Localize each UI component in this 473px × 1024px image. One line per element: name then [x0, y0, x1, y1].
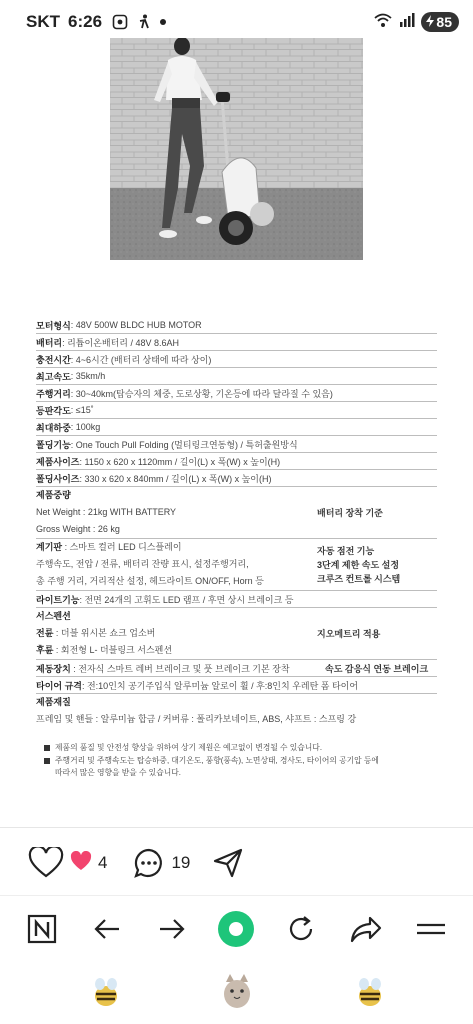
dot-icon [160, 19, 166, 25]
cat-sticker[interactable] [220, 972, 254, 1015]
battery-indicator [421, 12, 459, 32]
signal-icon [399, 13, 415, 32]
green-dot-button[interactable] [216, 909, 256, 949]
display-features: 자동 점전 기능 3단계 제한 속도 설정 크루즈 컨트롤 시스템 [317, 545, 401, 584]
menu-button[interactable] [411, 909, 451, 949]
disclaimer-notes: 제품의 품질 및 안전성 향상을 위하여 상기 제원은 예고없이 변경될 수 있습니다. 주행거리 및 주행속도는 탑승하중, 대기온도, 풍향(풍속), 노면상태, 경사도, 타이어의 공기압 등에 따라서 많은 영향을 받을 수 있습니다. [44, 742, 444, 780]
comment-count: 19 [171, 853, 191, 872]
spec-row-suspension: 서스펜션 전륜 : 더블 위시본 쇼크 업소버 후륜 : 회전형 L- 더블링크 서스펜션 지오메트리 적용 [36, 608, 437, 660]
bee-sticker-left[interactable] [92, 976, 120, 1013]
like-count: 4 [98, 853, 108, 872]
spec-sheet [36, 317, 437, 728]
spec-row-climb: 등판각도 : ≤15˚ [36, 402, 437, 419]
post-actions [28, 845, 244, 881]
product-photo [110, 38, 363, 260]
naver-home-button[interactable] [22, 909, 62, 949]
suspension-note: 지오메트리 적용 [317, 629, 381, 639]
gross-weight: Gross Weight : 26 kg [36, 524, 120, 534]
weight-note: 배터리 장착 기준 [317, 508, 383, 518]
spec-row-size: 제품사이즈 : 1150 x 620 x 1120mm / 길이(L) x 폭(W) x 높이(H) [36, 453, 437, 470]
spec-row-range: 주행거리 : 30~40km(탑승자의 체중, 도로상황, 기온등에 따라 달라질 수 있음) [36, 385, 437, 402]
sticker-strip [0, 968, 473, 1018]
divider [0, 827, 473, 828]
spec-row-folded-size: 폴딩사이즈 : 330 x 620 x 840mm / 길이(L) x 폭(W) x 높이(H) [36, 470, 437, 487]
weight-label: 제품중량 [36, 490, 71, 500]
back-button[interactable] [87, 909, 127, 949]
share-page-button[interactable] [346, 909, 386, 949]
bee-sticker-right[interactable] [356, 976, 384, 1013]
screenshot-icon [112, 14, 128, 30]
accessibility-icon [136, 14, 152, 30]
battery-level: 85 [436, 14, 452, 30]
spec-row-max-load: 최대하중 : 100kg [36, 419, 437, 436]
like-count-group[interactable] [70, 851, 107, 876]
spec-row-display: 계기판 : 스마트 컬러 LED 디스플레이 주행속도, 전압 / 전류, 배터리 잔량 표시, 설정주행거리, 총 주행 거리, 거리적산 설정, 헤드라이트 ON/OFF, Horn 등 자동 점전 기능 3단계 제한 속도 설정 크루즈 컨트롤 시스템 [36, 539, 437, 591]
share-button[interactable] [212, 847, 244, 879]
charging-icon [426, 14, 434, 30]
spec-row-motor: 모터형식 : 48V 500W BLDC HUB MOTOR [36, 317, 437, 334]
spec-row-weight [36, 487, 437, 539]
spec-row-folding: 폴딩기능 : One Touch Pull Folding (멀티링크연동형) / 특허출원방식 [36, 436, 437, 453]
browser-toolbar [0, 895, 473, 961]
spec-row-material: 제품재질 프레임 및 핸들 : 알루미늄 합금 / 커버류 : 폴리카보네이트, ABS, 샤프트 : 스프링 강 [36, 697, 357, 724]
clock: 6:26 [68, 12, 103, 31]
spec-row-top-speed: 최고속도 : 35km/h [36, 368, 437, 385]
carrier-label: SKT [26, 12, 60, 31]
comment-button[interactable] [133, 847, 190, 879]
spec-row-brake: 제동장치 : 전자식 스마트 레버 브레이크 및 풋 브레이크 기본 장착 속도 감응식 연동 브레이크 [36, 660, 437, 677]
spec-row-light: 라이트기능 : 전면 24개의 고휘도 LED 램프 / 후면 상시 브레이크 등 [36, 591, 437, 608]
spec-row-tire: 타이어 규격 : 전:10인치 공기주입식 알루미늄 알로이 휠 / 후:8인치 우레탄 폼 타이어 [36, 677, 437, 694]
heart-filled-icon [70, 851, 92, 876]
spec-row-charge-time: 충전시간 : 4~6시간 (배터리 상태에 따라 상이) [36, 351, 437, 368]
net-weight: Net Weight : 21kg WITH BATTERY [36, 507, 177, 517]
forward-button[interactable] [152, 909, 192, 949]
refresh-button[interactable] [281, 909, 321, 949]
like-button[interactable] [28, 847, 64, 879]
wifi-icon [373, 12, 393, 33]
spec-row-battery: 배터리 : 리튬이온배터리 / 48V 8.6AH [36, 334, 437, 351]
